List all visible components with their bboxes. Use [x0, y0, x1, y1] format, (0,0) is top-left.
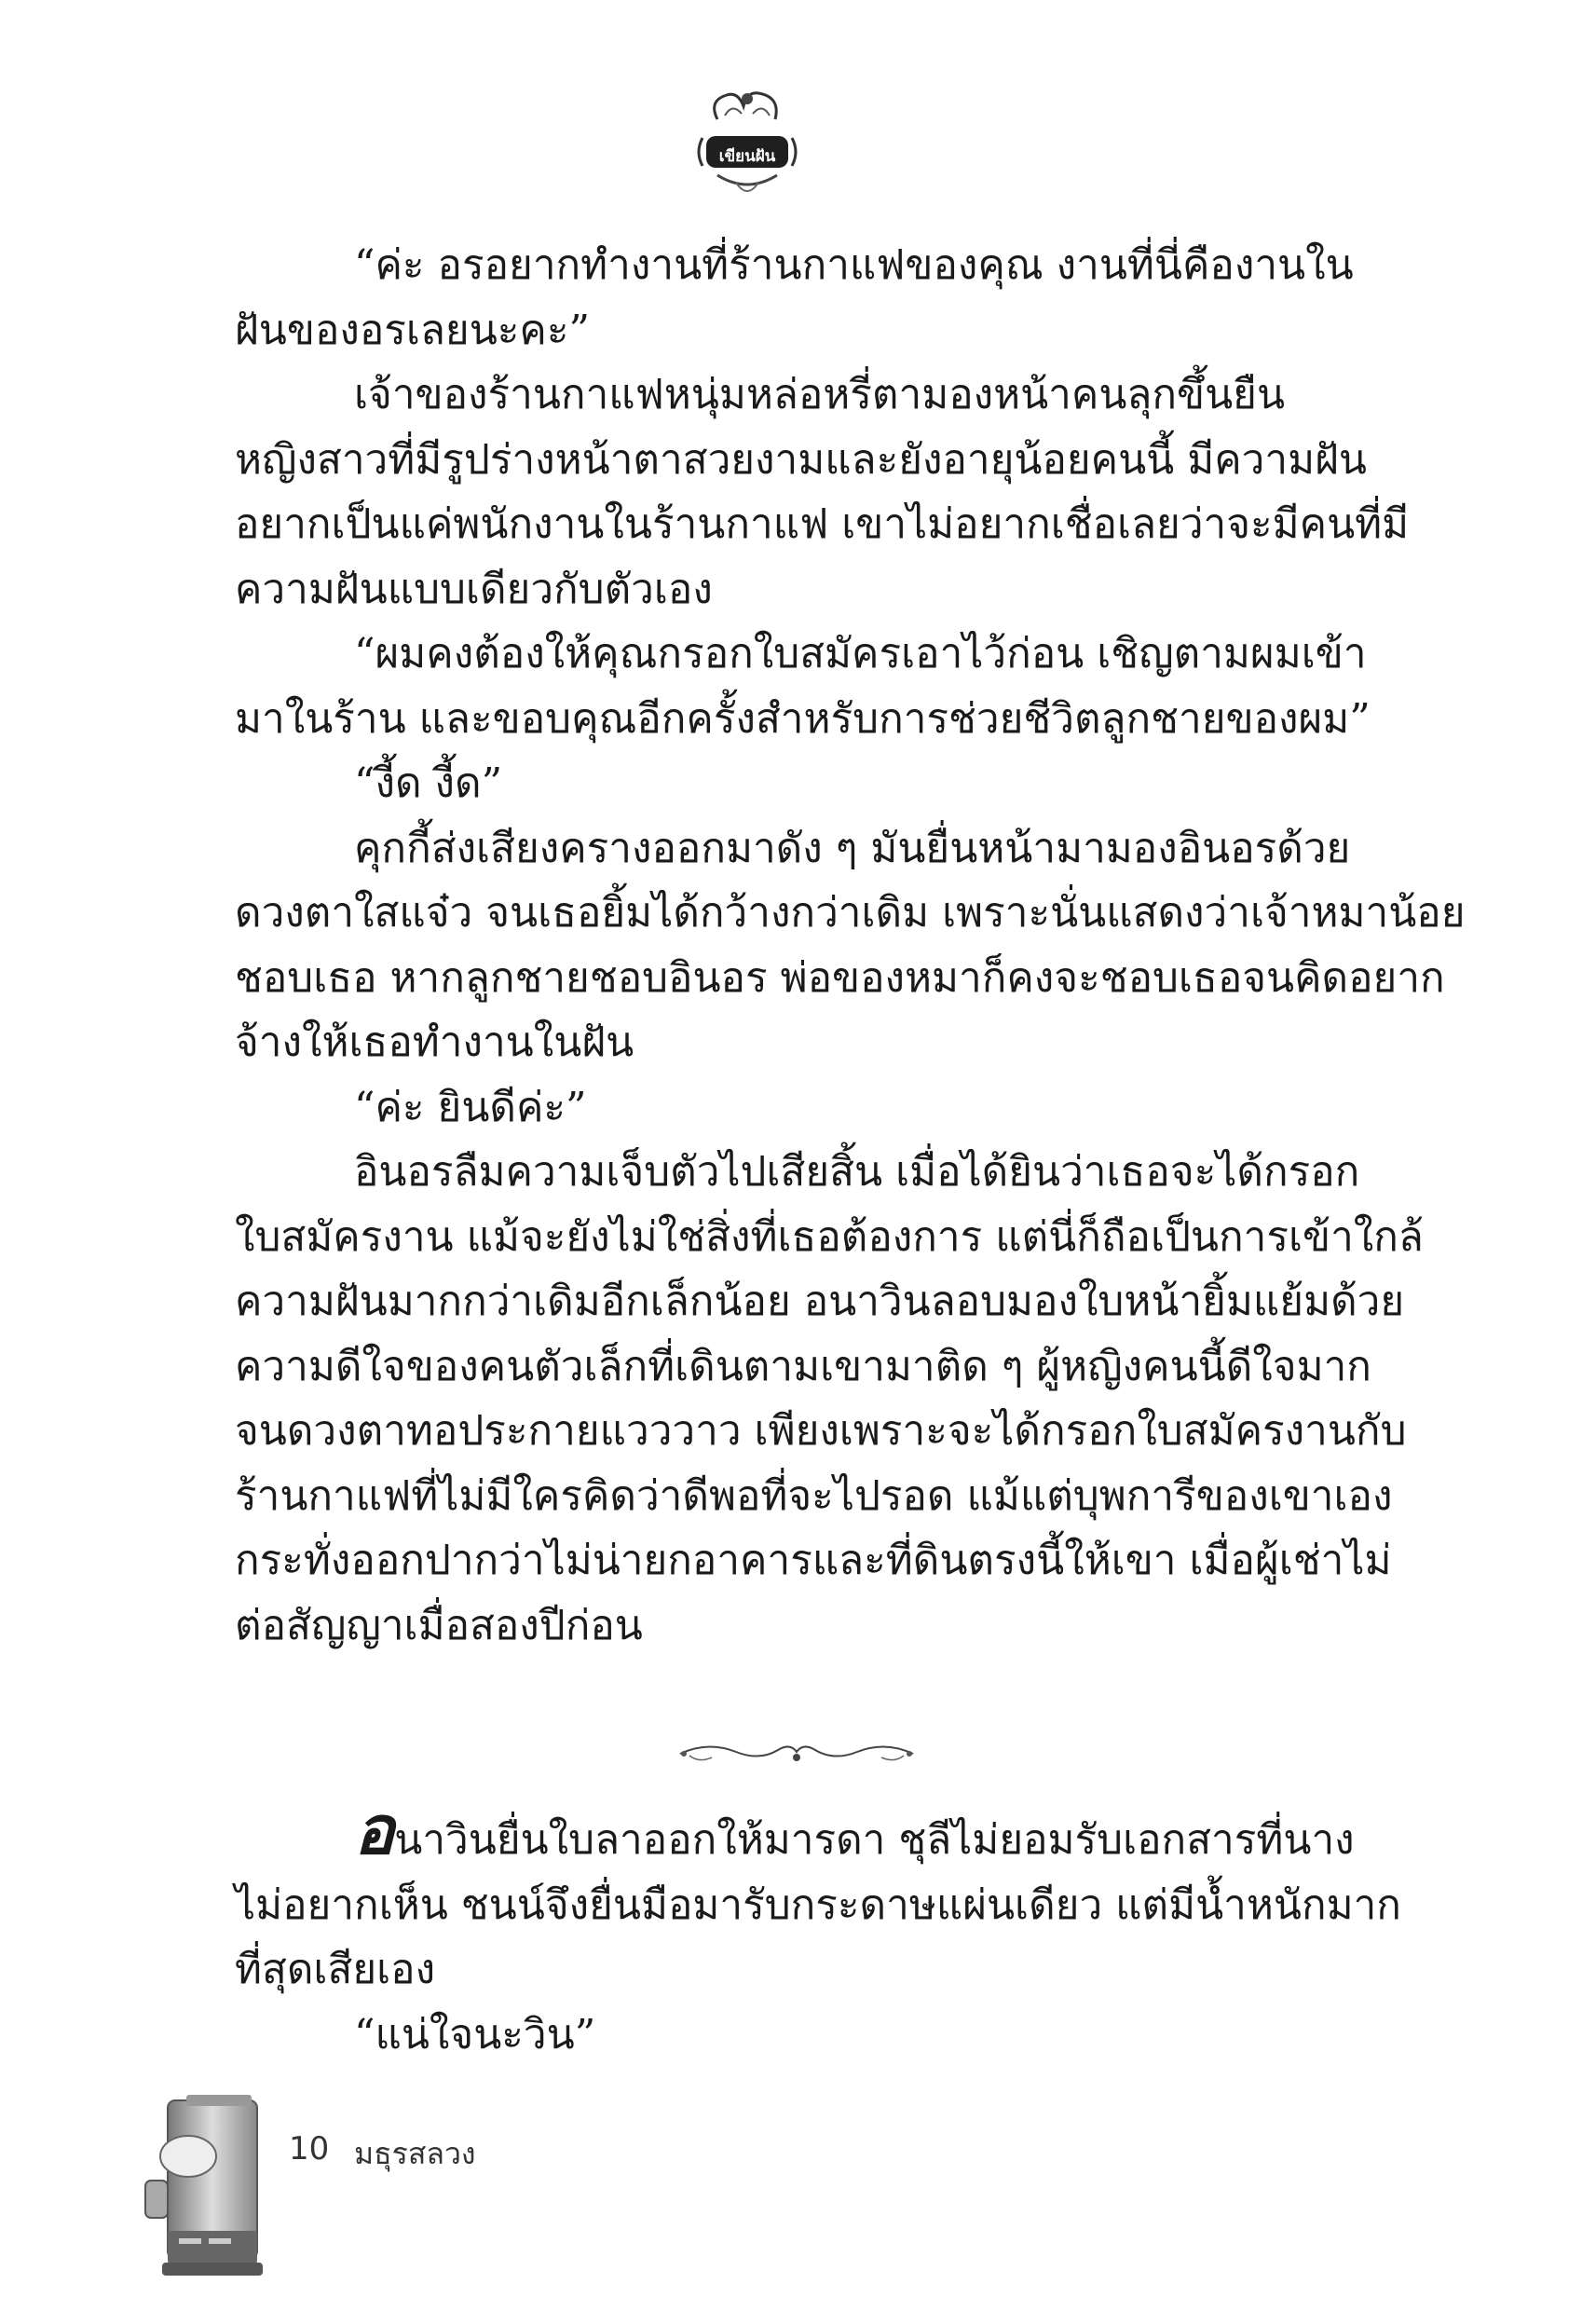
text-line: จนดวงตาทอประกายแวววาว เพียงเพราะจะได้กรอกใบสมัครงานกับ	[235, 1407, 1407, 1455]
text-line: “งี้ด งี้ด”	[354, 759, 503, 807]
coffee-machine-icon	[140, 2091, 270, 2287]
logo-text: เขียนฝัน	[718, 147, 776, 166]
text-line: อินอรลืมความเจ็บตัวไปเสียสิ้น เมื่อได้ยินว่าเธอจะได้กรอก	[354, 1148, 1360, 1196]
page-footer	[140, 2091, 699, 2296]
body-text-section-1	[235, 233, 1466, 1658]
text-line: “แน่ใจนะวิน”	[354, 2010, 596, 2058]
text-line: กระทั่งออกปากว่าไม่น่ายกอาคารและที่ดินตรงนี้ให้เขา เมื่อผู้เช่าไม่	[235, 1537, 1392, 1584]
text-line: หญิงสาวที่มีรูปร่างหน้าตาสวยงามและยังอายุน้อยคนนี้ มีความฝัน	[235, 435, 1367, 484]
text-line: ความดีใจของคนตัวเล็กที่เดินตามเขามาติด ๆ ผู้หญิงคนนี้ดีใจมาก	[235, 1342, 1371, 1390]
logo-emblem-icon	[689, 82, 805, 203]
text-line: “ค่ะ ยินดีค่ะ”	[354, 1083, 587, 1131]
text-line: ต่อสัญญาเมื่อสองปีก่อน	[235, 1601, 643, 1649]
text-line: เจ้าของร้านกาแฟหนุ่มหล่อหรี่ตามองหน้าคนลุกขึ้นยืน	[354, 371, 1286, 418]
book-title: มธุรสลวง	[354, 2136, 476, 2171]
publisher-logo	[689, 82, 805, 203]
page-number: 10	[289, 2130, 330, 2167]
text-line: ความฝันแบบเดียวกับตัวเอง	[235, 565, 713, 613]
text-line: ไม่อยากเห็น ชนน์จึงยื่นมือมารับกระดาษแผ่นเดียว แต่มีน้ำหนักมาก	[235, 1880, 1401, 1929]
text-line-rest: นาวินยื่นใบลาออกให้มารดา ชุลีไม่ยอมรับเอกสารที่นาง	[394, 1816, 1355, 1864]
text-line: ที่สุดเสียเอง	[235, 1946, 436, 1993]
flourish-icon	[671, 1733, 922, 1771]
text-line-first	[235, 1791, 1355, 1873]
text-line: มาในร้าน และขอบคุณอีกครั้งสำหรับการช่วยชีวิตลูกชายของผม”	[235, 694, 1371, 743]
text-line: คุกกี้ส่งเสียงครางออกมาดัง ๆ มันยื่นหน้ามามองอินอรด้วย	[354, 824, 1351, 872]
text-line: ดวงตาใสแจ๋ว จนเธอยิ้มได้กว้างกว่าเดิม เพราะนั่นแสดงว่าเจ้าหมาน้อย	[235, 889, 1466, 937]
text-line: ร้านกาแฟที่ไม่มีใครคิดว่าดีพอที่จะไปรอด แม้แต่บุพการีของเขาเอง	[235, 1471, 1393, 1520]
text-line: อยากเป็นแค่พนักงานในร้านกาแฟ เขาไม่อยากเชื่อเลยว่าจะมีคนที่มี	[235, 500, 1410, 548]
text-line: จ้างให้เธอทำงานในฝัน	[235, 1019, 634, 1066]
text-line: ฝันของอรเลยนะคะ”	[235, 306, 590, 354]
section-divider-ornament	[671, 1733, 922, 1771]
body-text-section-2	[235, 1791, 1401, 2067]
text-line: ชอบเธอ หากลูกชายชอบอินอร พ่อของหมาก็คงจะชอบเธอจนคิดอยาก	[235, 953, 1445, 1002]
text-line: ความฝันมากกว่าเดิมอีกเล็กน้อย อนาวินลอบมองใบหน้ายิ้มแย้มด้วย	[235, 1278, 1405, 1325]
drop-cap: อ	[354, 1791, 395, 1869]
text-line: “ค่ะ อรอยากทำงานที่ร้านกาแฟของคุณ งานที่นี่คืองานใน	[354, 241, 1354, 289]
text-line: ใบสมัครงาน แม้จะยังไม่ใช่สิ่งที่เธอต้องการ แต่นี่ก็ถือเป็นการเข้าใกล้	[235, 1212, 1424, 1261]
text-line: “ผมคงต้องให้คุณกรอกใบสมัครเอาไว้ก่อน เชิญตามผมเข้า	[354, 630, 1367, 677]
